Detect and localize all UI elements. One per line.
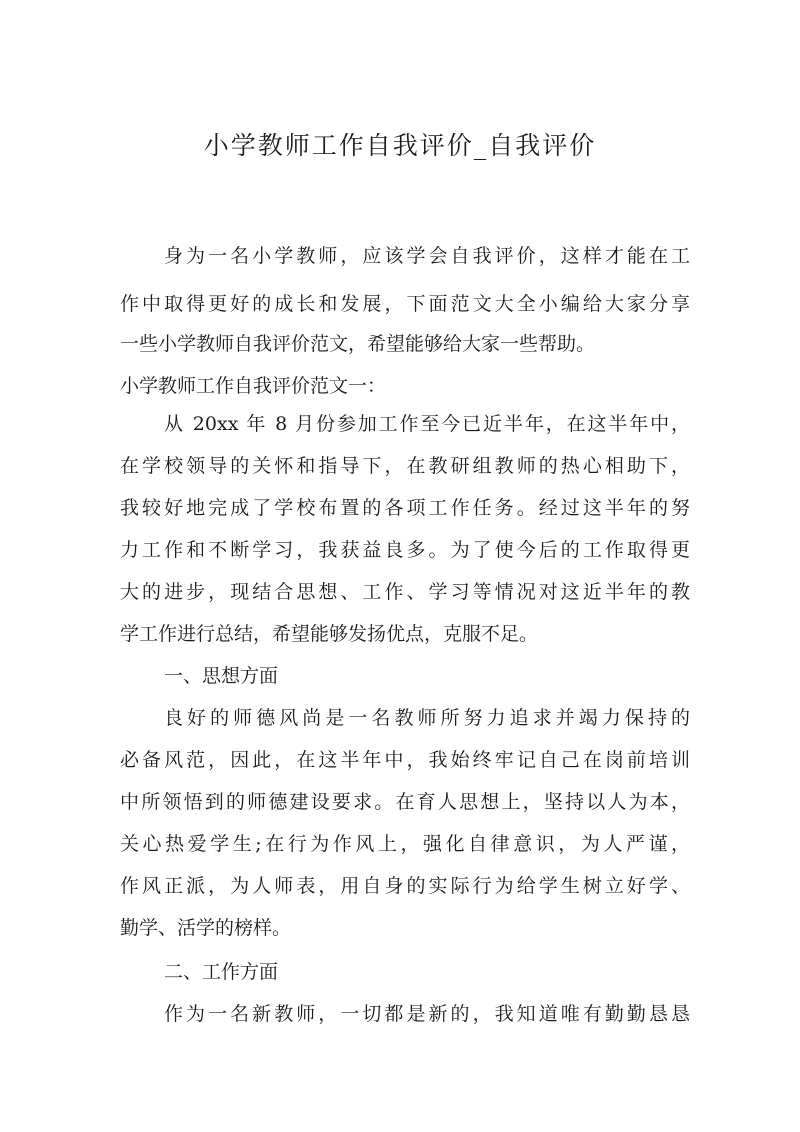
paragraph-line: 作风正派，为人师表，用自身的实际行为给学生树立好学、 [120,875,690,897]
section-heading: 二、工作方面 [164,961,279,983]
paragraph-line: 良好的师德风尚是一名教师所努力追求并竭力保持的 [164,707,690,729]
section-heading: 一、思想方面 [164,665,279,687]
paragraph-line: 作为一名新教师，一切都是新的，我知道唯有勤勤恳恳 [164,1003,690,1025]
paragraph-line: 在学校领导的关怀和指导下，在教研组教师的热心相助下， [120,455,690,477]
paragraph-line: 作中取得更好的成长和发展，下面范文大全小编给大家分享 [120,293,690,315]
paragraph-line: 从 20xx 年 8 月份参加工作至今已近半年，在这半年中， [164,413,690,435]
paragraph-line: 关心热爱学生;在行为作风上，强化自律意识，为人严谨， [120,833,690,855]
paragraph-line: 学工作进行总结，希望能够发扬优点，克服不足。 [120,623,539,645]
paragraph-line: 力工作和不断学习，我获益良多。为了使今后的工作取得更 [120,539,690,561]
paragraph-line: 身为一名小学教师，应该学会自我评价，这样才能在工 [164,245,690,267]
paragraph-line: 我较好地完成了学校布置的各项工作任务。经过这半年的努 [120,497,690,519]
document-title: 小学教师工作自我评价_自我评价 [203,131,597,160]
paragraph-line: 勤学、活学的榜样。 [120,917,292,939]
paragraph-line: 必备风范，因此，在这半年中，我始终牢记自己在岗前培训 [120,749,690,771]
section-heading: 小学教师工作自我评价范文一： [120,375,387,397]
paragraph-line: 中所领悟到的师德建设要求。在育人思想上，坚持以人为本， [120,791,690,813]
paragraph-line: 一些小学教师自我评价范文，希望能够给大家一些帮助。 [120,333,596,355]
paragraph-line: 大的进步，现结合思想、工作、学习等情况对这近半年的教 [120,581,690,603]
